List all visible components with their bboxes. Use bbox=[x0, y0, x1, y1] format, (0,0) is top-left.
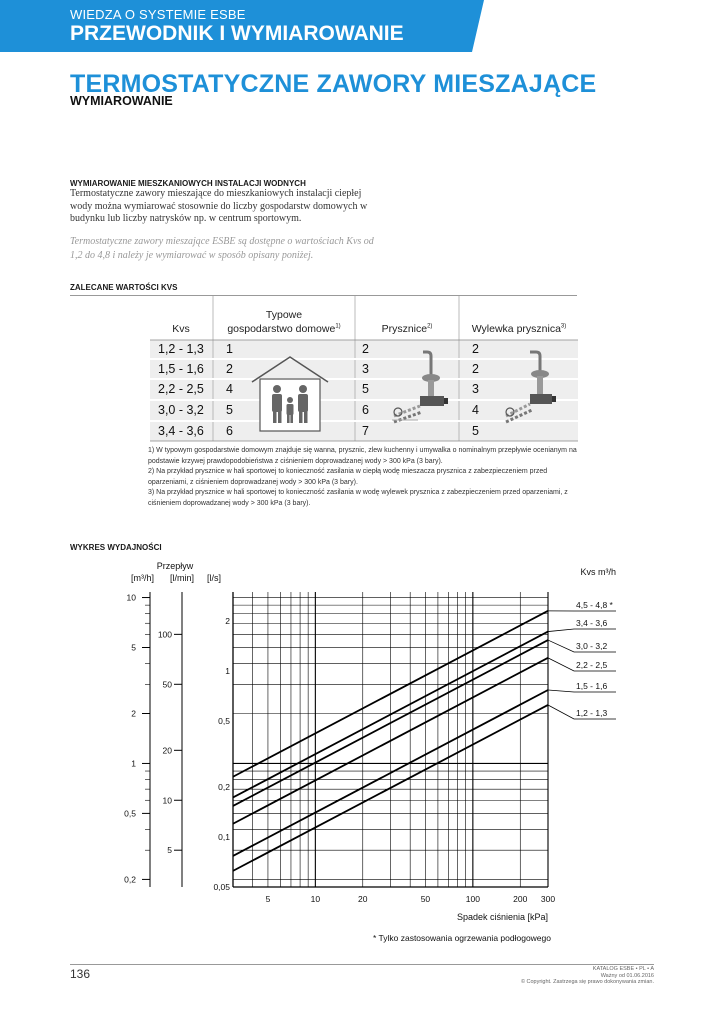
x-axis-title: Spadek ciśnienia [kPa] bbox=[456, 912, 548, 922]
tick-label-m3h: 5 bbox=[131, 642, 136, 653]
row-kvs: 3,4 - 3,6 bbox=[158, 424, 204, 438]
tick-label-m3h: 0,2 bbox=[124, 874, 136, 885]
row-showers: 2 bbox=[362, 342, 369, 356]
legend-leader bbox=[548, 629, 616, 632]
tick-label-m3h: 1 bbox=[131, 758, 136, 769]
tick-label-lmin: 10 bbox=[162, 795, 172, 806]
row-households: 2 bbox=[226, 362, 233, 376]
row-showers: 6 bbox=[362, 403, 369, 417]
footer-info bbox=[460, 966, 654, 986]
page-subtitle: WYMIAROWANIE bbox=[70, 94, 173, 108]
row-households: 1 bbox=[226, 342, 233, 356]
chart-footnote: * Tylko zastosowania ogrzewania podłogowego bbox=[373, 933, 551, 943]
legend-title: Kvs m³/h bbox=[580, 567, 616, 577]
tick-label-ls: 0,1 bbox=[218, 832, 230, 843]
tick-label-ls: 1 bbox=[225, 666, 230, 677]
legend-label: 2,2 - 2,5 bbox=[576, 660, 608, 670]
page-title: TERMOSTATYCZNE ZAWORY MIESZAJĄCE bbox=[70, 70, 597, 98]
header-section: WIEDZA O SYSTEMIE ESBE bbox=[70, 7, 246, 22]
tick-label-ls: 0,05 bbox=[213, 882, 230, 892]
legend-label: 4,5 - 4,8 * bbox=[576, 600, 613, 610]
legend-label: 3,4 - 3,6 bbox=[576, 618, 608, 628]
row-households: 6 bbox=[226, 424, 233, 438]
legend-label: 1,2 - 1,3 bbox=[576, 708, 608, 718]
row-kvs: 3,0 - 3,2 bbox=[158, 403, 204, 417]
tick-label-x: 50 bbox=[420, 894, 431, 904]
row-households: 5 bbox=[226, 403, 233, 417]
footer-valid: Ważny od 01.06.2016 bbox=[600, 972, 654, 979]
y-unit-lmin: [l/min] bbox=[170, 573, 195, 583]
tick-label-x: 20 bbox=[358, 894, 368, 904]
footnote: 1) W typowym gospodarstwie domowym znajduje się wanna, prysznic, zlew kuchenny i umywalka o nominalnym przepływie ocenianym na podstawie krzywej prawdopodobieństwa z ciśnieniem doprowadzanej wody > 300 kPa (3 bary). bbox=[148, 447, 577, 465]
row-kvs: 1,2 - 1,3 bbox=[158, 342, 204, 356]
row-outlets: 2 bbox=[472, 342, 479, 356]
tick-label-m3h: 2 bbox=[131, 708, 136, 719]
footnote: 3) Na przykład prysznice w hali sportowej to konieczność zasilania w wodę wylewek prysznica z zabezpieczeniem przed oparzeniami, z ciśnieniem doprowadzanej wody > 300 kPa (3 bary). bbox=[148, 489, 568, 507]
col-showers: Prysznice$^{2)}$ bbox=[381, 323, 433, 335]
tick-label-x: 200 bbox=[513, 894, 528, 904]
footer-catalog: KATALOG ESBE • PL • A bbox=[592, 966, 654, 972]
tick-label-ls: 0,5 bbox=[218, 716, 230, 727]
footer-divider bbox=[70, 964, 654, 965]
y-unit-ls: [l/s] bbox=[207, 573, 222, 583]
legend-label: 1,5 - 1,6 bbox=[576, 681, 608, 691]
row-outlets: 4 bbox=[472, 403, 479, 417]
tick-label-x: 5 bbox=[265, 894, 271, 904]
tick-label-lmin: 20 bbox=[162, 745, 172, 756]
row-showers: 5 bbox=[362, 382, 369, 396]
row-outlets: 2 bbox=[472, 362, 479, 376]
y-unit-m3h: [m³/h] bbox=[131, 573, 155, 583]
col-outlets: Wylewka prysznica$^{3)}$ bbox=[471, 323, 567, 335]
performance-heading: WYKRES WYDAJNOŚCI bbox=[70, 543, 162, 552]
tick-label-lmin: 100 bbox=[157, 629, 172, 640]
chart-series bbox=[233, 611, 616, 871]
row-showers: 7 bbox=[362, 424, 369, 438]
col-households-line2: gospodarstwo domowe$^{1)}$ bbox=[227, 323, 341, 335]
footer-copyright: © Copyright. Zastrzega się prawo dokonywania zmian. bbox=[520, 979, 654, 985]
y-axis-title: Przepływ bbox=[156, 561, 194, 571]
intro-body: Termostatyczne zawory mieszające do mieszkaniowych instalacji ciepłej wody można wymiarować stosownie do liczby gospodarstw domowych w budynku lub liczby natrysków np. w centrum sportowym. bbox=[70, 188, 368, 224]
tick-label-x: 10 bbox=[310, 894, 321, 904]
tick-label-ls: 0,2 bbox=[218, 782, 230, 793]
tick-label-x: 300 bbox=[540, 894, 556, 904]
row-outlets: 3 bbox=[472, 382, 479, 396]
tick-label-ls: 2 bbox=[225, 616, 230, 627]
header-title: PRZEWODNIK I WYMIAROWANIE bbox=[70, 22, 404, 45]
row-kvs: 2,2 - 2,5 bbox=[158, 382, 204, 396]
col-households-line1: Typowe bbox=[265, 309, 303, 321]
recommended-heading: ZALECANE WARTOŚCI KVS bbox=[70, 283, 178, 292]
row-showers: 3 bbox=[362, 362, 369, 376]
col-kvs: Kvs bbox=[172, 323, 190, 335]
tick-label-x: 100 bbox=[465, 894, 480, 904]
tick-label-m3h: 0,5 bbox=[124, 808, 136, 819]
intro-heading: WYMIAROWANIE MIESZKANIOWYCH INSTALACJI WODNYCH bbox=[70, 179, 306, 188]
tick-label-m3h: 10 bbox=[126, 592, 136, 603]
row-kvs: 1,5 - 1,6 bbox=[158, 362, 204, 376]
row-households: 4 bbox=[226, 382, 233, 396]
row-outlets: 5 bbox=[472, 424, 479, 438]
page-number: 136 bbox=[70, 967, 91, 981]
footnote: 2) Na przykład prysznice w hali sportowej to konieczność zasilania w ciepłą wodę mieszacza prysznica z zabezpieczeniem przed oparzeniami, z ciśnieniem doprowadzanej wody > 300 kPa (3 bary). bbox=[148, 468, 548, 486]
legend-label: 3,0 - 3,2 bbox=[576, 641, 608, 651]
tick-label-lmin: 50 bbox=[162, 679, 172, 690]
tick-label-lmin: 5 bbox=[167, 845, 172, 856]
intro-note: Termostatyczne zawory mieszające ESBE są dostępne o wartościach Kvs od 1,2 do 4,8 i należy je wymiarować w sposób opisany poniżej. bbox=[70, 236, 374, 261]
